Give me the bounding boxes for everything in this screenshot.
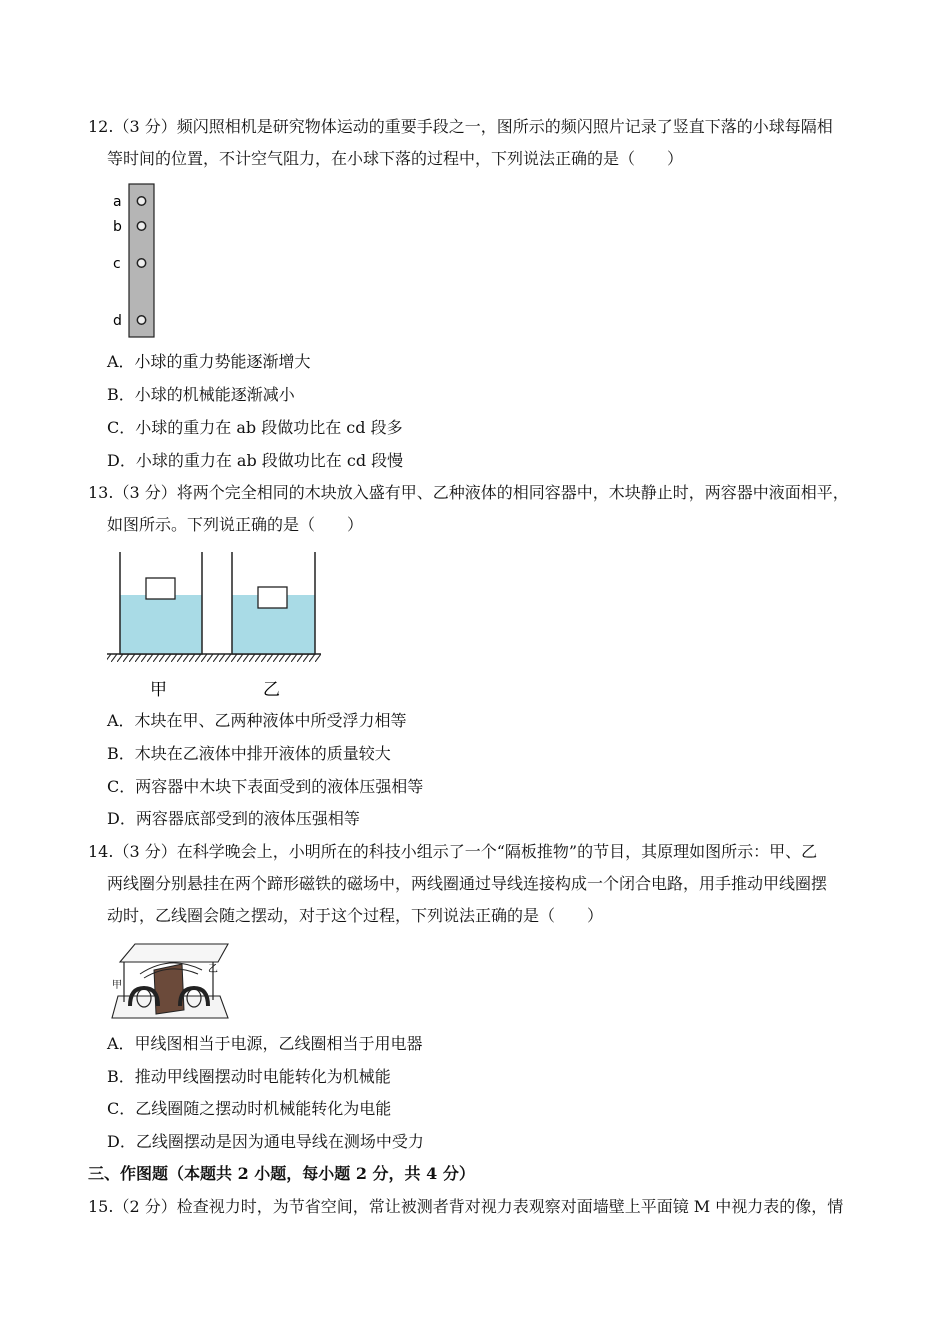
q14-coil-magnet-figure (110, 940, 235, 1022)
label-jia: 甲 (112, 980, 122, 991)
q14-stem-line2: 两线圈分别悬挂在两个蹄形磁铁的磁场中，两线圈通过导线连接构成一个闭合电路，用手推动甲线圈摆 (107, 874, 828, 893)
q13-stem-line1: 13.（3 分）将两个完全相同的木块放入盛有甲、乙种液体的相同容器中，木块静止时，两容器中液面相平， (88, 483, 849, 502)
label-b: b (113, 219, 122, 235)
q12-option-c: C．小球的重力在 ab 段做功比在 cd 段多 (107, 418, 403, 437)
q14-stem-line1: 14.（3 分）在科学晚会上，小明所在的科技小组示了一个“隔板推物”的节目，其原理如图所示：甲、乙 (88, 842, 818, 861)
label-a: a (113, 194, 122, 210)
wood-block-jia (146, 578, 175, 599)
ball-a (137, 197, 145, 205)
label-c: c (113, 256, 121, 272)
liquid-jia (120, 595, 202, 654)
q14-option-c: C．乙线圈随之摆动时机械能转化为电能 (107, 1099, 392, 1118)
label-yi: 乙 (263, 680, 280, 700)
ball-d (137, 316, 145, 324)
label-d: d (113, 313, 122, 329)
q14-option-a: A．甲线图相当于电源，乙线圈相当于用电器 (107, 1034, 423, 1053)
q12-stem-line2: 等时间的位置，不计空气阻力，在小球下落的过程中，下列说法正确的是（ ） (107, 149, 684, 168)
label-yi: 乙 (208, 964, 218, 975)
q12-option-a: A．小球的重力势能逐渐增大 (107, 352, 311, 371)
ball-c (137, 259, 145, 267)
ground-hatch (107, 654, 321, 662)
wood-block-yi (258, 587, 287, 608)
q13-containers-figure (105, 550, 325, 700)
q13-option-d: D．两容器底部受到的液体压强相等 (107, 809, 360, 828)
q13-option-c: C．两容器中木块下表面受到的液体压强相等 (107, 777, 424, 796)
q14-stem-line3: 动时，乙线圈会随之摆动，对于这个过程，下列说法正确的是（ ） (107, 906, 604, 925)
q14-option-b: B．推动甲线圈摆动时电能转化为机械能 (107, 1067, 391, 1086)
section3-heading: 三、作图题（本题共 2 小题，每小题 2 分，共 4 分） (88, 1164, 475, 1183)
q12-strobe-photo-figure (108, 184, 158, 338)
top-plate (120, 944, 228, 962)
q14-option-d: D．乙线圈摆动是因为通电导线在测场中受力 (107, 1132, 424, 1151)
q12-option-d: D．小球的重力在 ab 段做功比在 cd 段慢 (107, 451, 404, 470)
q13-stem-line2: 如图所示。下列说正确的是（ ） (107, 515, 364, 534)
q13-option-a: A．木块在甲、乙两种液体中所受浮力相等 (107, 711, 407, 730)
q13-option-b: B．木块在乙液体中排开液体的质量较大 (107, 744, 391, 763)
q12-option-b: B．小球的机械能逐渐减小 (107, 385, 295, 404)
q12-stem-line1: 12.（3 分）频闪照相机是研究物体运动的重要手段之一，图所示的频闪照片记录了竖直下落的小球每隔相 (88, 117, 833, 136)
q15-stem-line1: 15.（2 分）检查视力时，为节省空间，常让被测者背对视力表观察对面墙壁上平面镜 M 中视力表的像，情 (88, 1197, 844, 1216)
label-jia: 甲 (150, 680, 167, 700)
ball-b (137, 222, 145, 230)
